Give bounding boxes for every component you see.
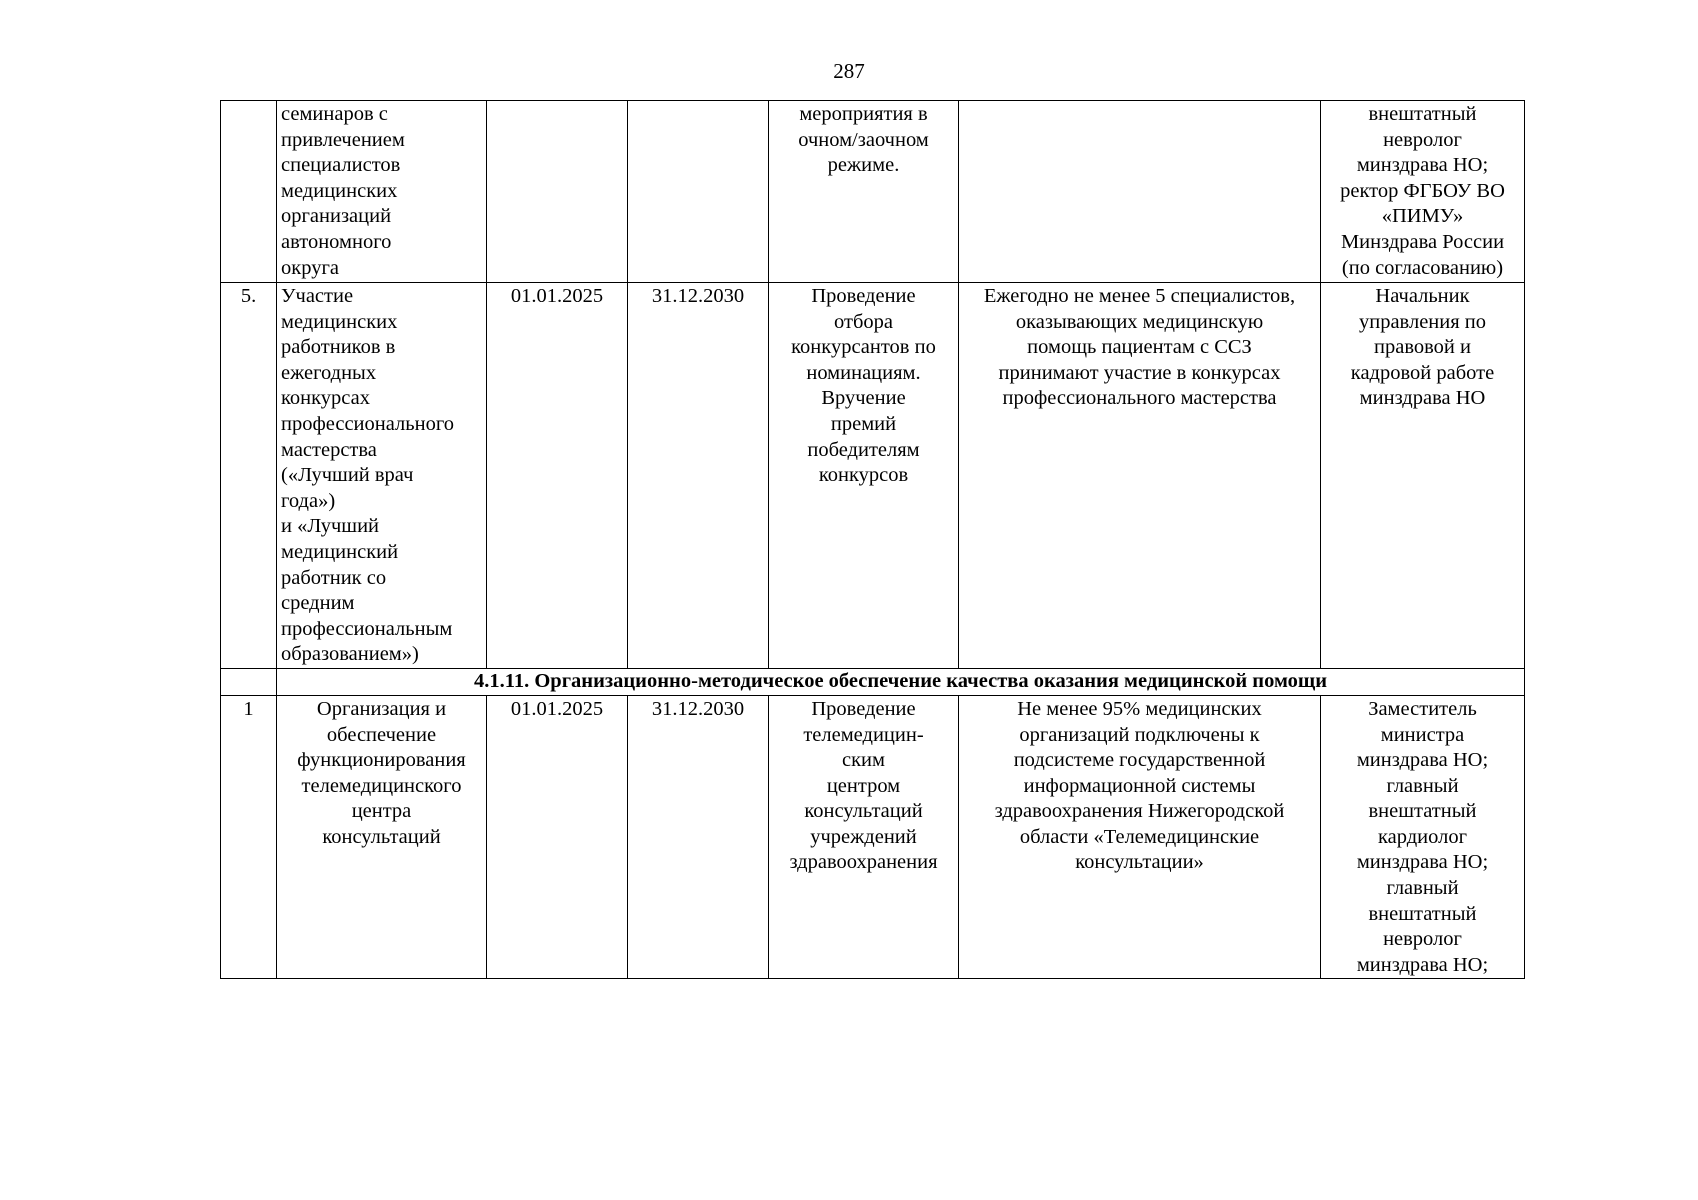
expected-result: Ежегодно не менее 5 специалистов, оказывающих медицинскую помощь пациентам с ССЗ принимают участие в конкурсах профессионального мастерства	[959, 283, 1321, 669]
activity-description: мероприятия в очном/заочном режиме.	[769, 101, 959, 283]
end-date: 31.12.2030	[628, 283, 769, 669]
table-row	[221, 283, 1525, 669]
row-number	[221, 101, 277, 283]
page-number: 287	[833, 59, 865, 83]
responsible-person: Заместитель министра минздрава НО; главный внештатный кардиолог минздрава НО; главный внештатный невролог минздрава НО;	[1321, 695, 1525, 979]
end-date	[628, 101, 769, 283]
activity-description: Проведение телемедицин- ским центром консультаций учреждений здравоохранения	[769, 695, 959, 979]
activity-name: семинаров с привлечением специалистов медицинских организаций автономного округа	[277, 101, 487, 283]
expected-result: Не менее 95% медицинских организаций подключены к подсистеме государственной информационной системы здравоохранения Нижегородской области «Телемедицинские консультации»	[959, 695, 1321, 979]
responsible-person: Начальник управления по правовой и кадровой работе минздрава НО	[1321, 283, 1525, 669]
activity-description: Проведение отбора конкурсантов по номинациям. Вручение премий победителям конкурсов	[769, 283, 959, 669]
table-row	[221, 695, 1525, 979]
section-title: 4.1.11. Организационно-методическое обеспечение качества оказания медицинской помощи	[277, 668, 1525, 695]
table-row	[221, 101, 1525, 283]
activity-name: Организация и обеспечение функционирования телемедицинского центра консультаций	[277, 695, 487, 979]
expected-result	[959, 101, 1321, 283]
start-date: 01.01.2025	[487, 283, 628, 669]
start-date: 01.01.2025	[487, 695, 628, 979]
section-header-row	[221, 668, 1525, 695]
row-number: 5.	[221, 283, 277, 669]
responsible-person: внештатный невролог минздрава НО; ректор ФГБОУ ВО «ПИМУ» Минздрава России (по согласованию)	[1321, 101, 1525, 283]
activities-table	[220, 100, 1525, 979]
end-date: 31.12.2030	[628, 695, 769, 979]
row-number: 1	[221, 695, 277, 979]
start-date	[487, 101, 628, 283]
section-spacer	[221, 668, 277, 695]
activity-name: Участие медицинских работников в ежегодных конкурсах профессионального мастерства («Лучший врач года») и «Лучший медицинский работник со средним профессиональным образованием»)	[277, 283, 487, 669]
